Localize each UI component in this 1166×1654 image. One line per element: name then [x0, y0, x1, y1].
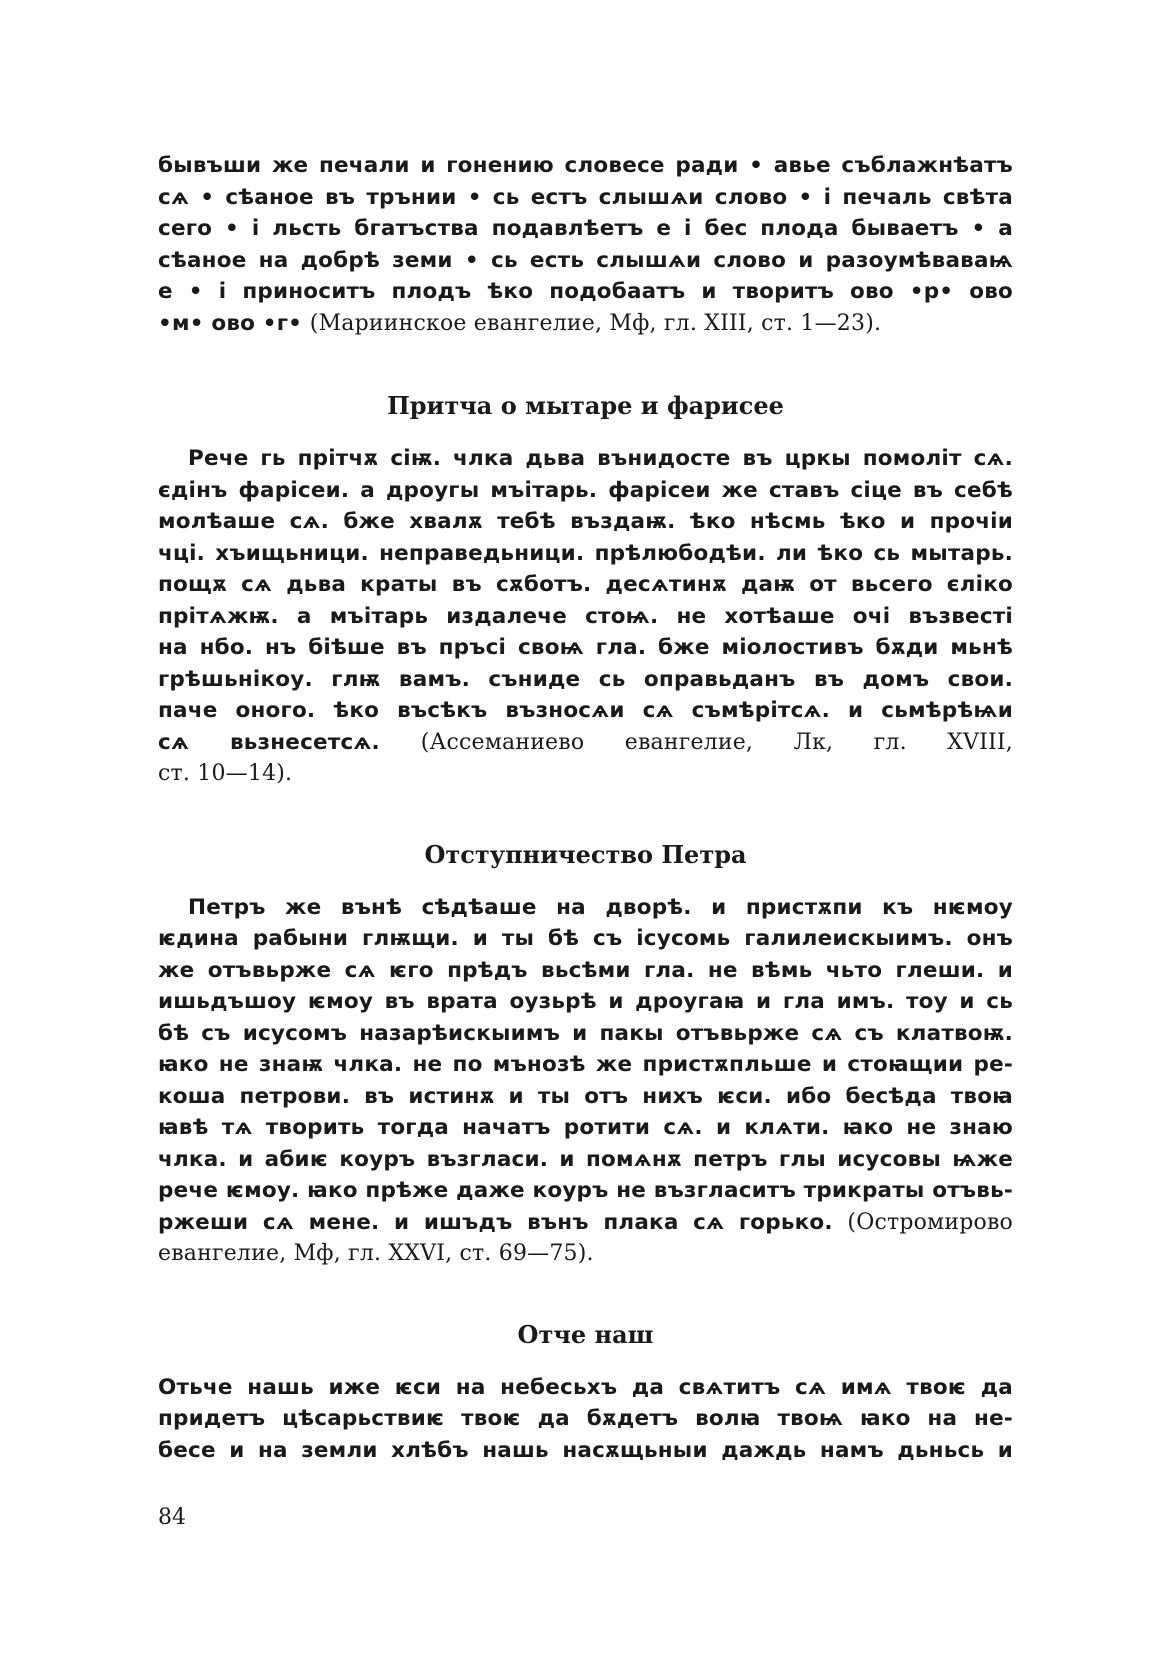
text-line: придетъ цѣсарьствиѥ твоѥ да бѫдетъ волꙗ твоѩ ꙗко на не- [158, 1406, 1013, 1431]
text-line: сѧ • сѣаное въ трънии • сь естъ слышѧи слово • і печаль свѣта [158, 184, 1013, 210]
page-body [158, 150, 1013, 1466]
old-text-fragment: •м• ово •г• [158, 310, 310, 336]
lords-prayer-paragraph [158, 1372, 1013, 1467]
source-citation: (Мариинское евангелие, Мф, гл. XIII, ст. 1—23). [309, 310, 882, 336]
source-citation-continued: ст. 10—14). [158, 761, 293, 786]
text-line [158, 308, 1013, 340]
text-line [158, 1238, 1013, 1270]
old-text-fragment: ржеши сѧ мене. и ишъдъ вънъ плака сѧ горько. [158, 1209, 848, 1235]
text-line: коша петрови. въ истинѫ и ты отъ нихъ ѥси. ибо бесѣда твоꙗ [158, 1083, 1013, 1109]
text-line: бесе и на земли хлѣбъ нашь насѫщьныи даждь намъ дьньсь и [158, 1437, 1013, 1463]
text-line: ишьдъшоу ѥмоу въ врата оузьрѣ и дроугаꙗ и гла имъ. тоу и сь [158, 989, 1013, 1014]
text-line: молѣаше сѧ. бже хвалѫ тебѣ въздаѭ. ѣко нѣсмь ѣко и прочіи [158, 509, 1013, 534]
source-citation-continued: евангелие, Мф, гл. XXVI, ст. 69—75). [158, 1241, 594, 1266]
text-line: же отъвьрже сѧ ѥго прѣдъ вьсѣми гла. не вѣмь чьто глеши. и [158, 957, 1013, 983]
text-line: Рече гь прітчѫ сіѭ. члка дьва вънидосте въ цркы помоліт сѧ. [188, 446, 1013, 471]
old-text-fragment: сѧ вьзнесетсѧ. [158, 729, 421, 755]
text-line [158, 727, 1013, 759]
section-heading-lords-prayer: Отче наш [517, 1319, 654, 1349]
source-citation: (Остромирово [847, 1209, 1013, 1235]
text-line [158, 758, 1013, 790]
pharisee-paragraph [158, 443, 1013, 790]
text-line [158, 1207, 1013, 1239]
text-line: сѣаное на добрѣ земи • сь есть слышѧи слово и разоумѣваваѩ [158, 247, 1013, 273]
text-line: чці. хъищьници. неправедьници. прѣлюбодѣи. ли ѣко сь мытарь. [158, 540, 1013, 566]
text-line: прітѧжѭ. а мъітарь издалече стоѩ. не хотѣаше очі възвесті [158, 603, 1013, 629]
text-line: грѣшьнікоу. глѭ вамъ. съниде сь оправьданъ въ домъ свои. [158, 666, 1013, 692]
text-line: бывъши же печали и гонению словесе ради • авье съблажнѣатъ [158, 153, 1013, 178]
intro-paragraph [158, 150, 1013, 339]
text-line: пощѫ сѧ дьва краты въ сѫботъ. десѧтинѫ даѭ от вьсего єліко [158, 572, 1013, 597]
text-line: ꙗко не знаѭ члка. не по мънозѣ же пристѫпльше и стоꙗщии ре- [158, 1052, 1013, 1077]
text-line: ꙗвѣ тѧ творить тогда начатъ ротити сѧ. и клѧти. ꙗко не знаю [158, 1115, 1013, 1140]
peter-paragraph [158, 892, 1013, 1270]
text-line: паче оного. ѣко въсѣкъ възносѧи сѧ съмѣрітсѧ. и сьмѣрѣѩи [158, 698, 1013, 723]
text-line: Отьче нашь иже ѥси на небесьхъ да свѧтитъ сѧ имѧ твоѥ да [158, 1374, 1013, 1400]
section-heading-peter: Отступничество Петра [424, 839, 747, 869]
text-line: єдінъ фарісеи. а дроугы мъітарь. фарісеи же ставъ сіце въ себѣ [158, 477, 1013, 503]
text-line: Петръ же вънѣ сѣдѣаше на дворѣ. и пристѫпи къ нѥмоу [188, 894, 1013, 920]
source-citation: (Ассеманиево евангелие, Лк, гл. XVIII, [420, 729, 1013, 755]
text-line: рече ѥмоу. ꙗко прѣже даже коуръ не възгласитъ трикраты отъвь- [158, 1178, 1013, 1203]
text-line: на нбо. нъ біѣше въ пръсі своѩ гла. бже міолостивъ бѫди мьнѣ [158, 635, 1013, 660]
section-heading-pharisee: Притча о мытаре и фарисее [387, 391, 784, 420]
text-line: бѣ съ исусомъ назарѣискыимъ и пакы отъвьрже сѧ съ клатвоѭ. [158, 1020, 1013, 1046]
text-line: ѥдина рабыни глѭщи. и ты бѣ съ ісусомь галилеискыимъ. онъ [158, 926, 1013, 951]
text-line: члка. и абиѥ коуръ възгласи. и помѧнѫ петръ глы исусовы ѩже [158, 1146, 1013, 1172]
page-number: 84 [158, 1505, 186, 1530]
text-line: сего • і льсть бгатъства подавлѣетъ е і бес плода бываетъ • а [158, 216, 1013, 241]
text-line: е • і приноситъ плодъ ѣко подобаатъ и творитъ ово •р• ово [158, 279, 1013, 304]
